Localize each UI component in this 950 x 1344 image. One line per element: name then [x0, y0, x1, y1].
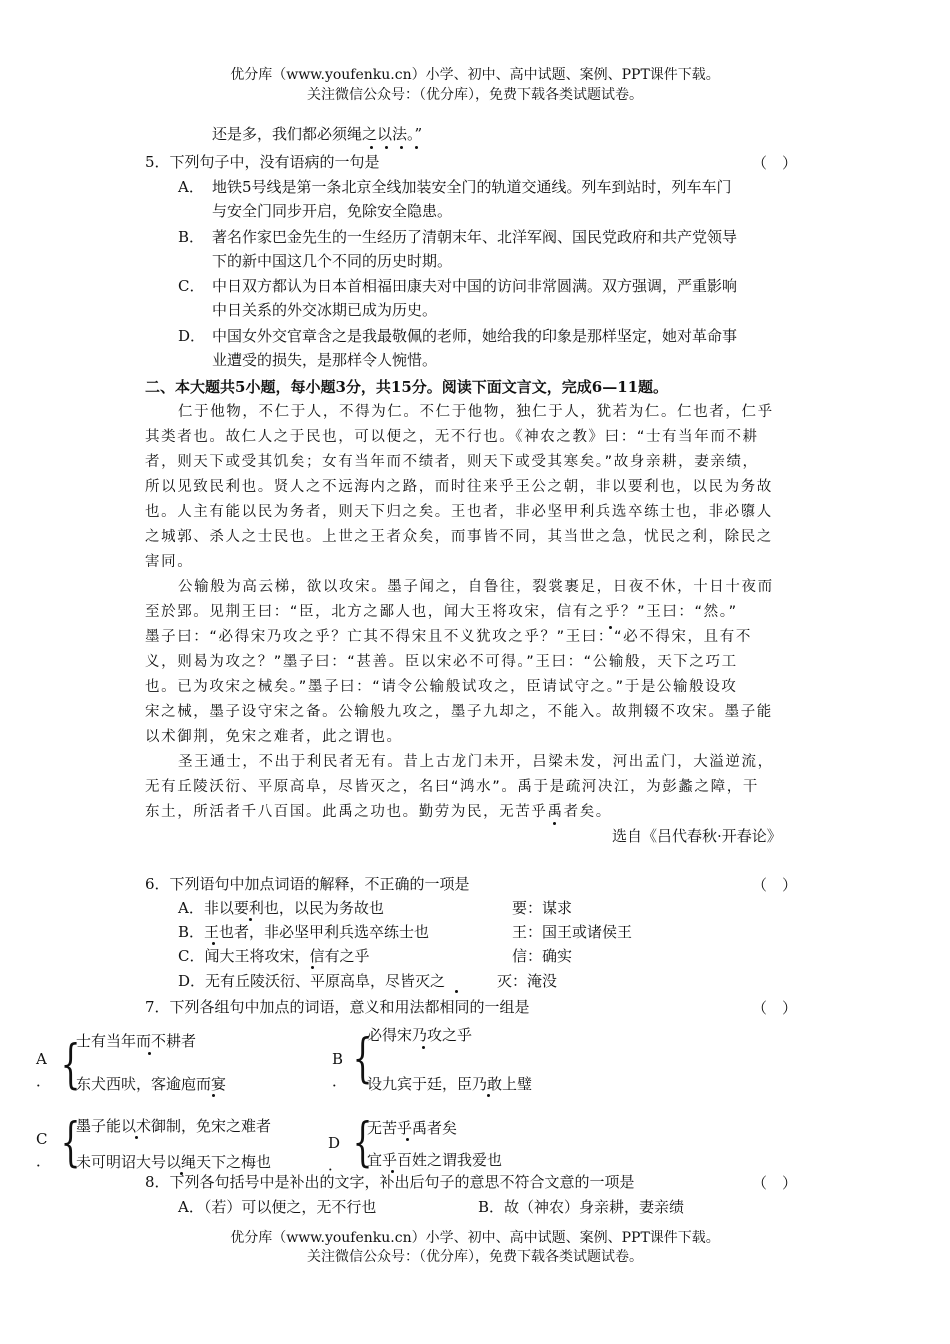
q7-group-label-mark: ． [36, 1152, 52, 1170]
emphasis-dot [249, 918, 252, 921]
q7-sentence: 必得宋乃攻之乎 [367, 1026, 473, 1044]
q7-sentence: 墨子能以术御制，免宋之难者 [76, 1117, 272, 1135]
passage-line: 所以见致民利也。贤人之不远海内之路，而时往来乎王公之朝，非以要利也，以民为务故 [145, 479, 773, 495]
q6-answer-paren: （ ） [752, 876, 798, 894]
passage-line: 其类者也。故仁人之于民也，可以便之，无不行也。《神农之教》曰：“士有当年而不耕 [145, 429, 759, 445]
q7-sentence: 士有当年而不耕者 [76, 1032, 197, 1050]
brace-glyph: { [60, 1113, 81, 1173]
q7-group-label: C [36, 1130, 48, 1148]
q5-stem: 5．下列句子中，没有语病的一句是 [145, 153, 380, 171]
emphasis-dot [553, 822, 556, 825]
q6-option: D．无有丘陵沃衍、平原高阜，尽皆灭之 [178, 972, 446, 990]
passage-line: 义，则曷为攻之？”墨子曰：“甚善。臣以宋必不可得。”王曰：“公输般，天下之巧工 [145, 654, 738, 670]
passage-line: 无有丘陵沃衍、平原高阜，尽皆灭之，名曰“鸿水”。禹于是疏河决江，为彭蠡之障，干 [145, 779, 759, 795]
passage-line: 之城郭、杀人之士民也。上世之王者众矣，而事皆不同，其当世之急，忧民之利，除民之 [145, 529, 773, 545]
q7-group-label-mark: ． [328, 1156, 344, 1174]
header-line-1: 优分库（www.youfenku.cn）小学、初中、高中试题、案例、PPT课件下载。 [230, 67, 720, 83]
emphasis-dot [370, 146, 373, 149]
q7-group-label-mark: ． [36, 1072, 52, 1090]
q7-sentence: 无苦乎禹者矣 [367, 1119, 458, 1137]
emphasis-dot [422, 1046, 425, 1049]
emphasis-dot [311, 966, 314, 969]
q8-option-a: A．（若）可以便之，无不行也 [178, 1198, 377, 1216]
passage-line: 至於郢。见荆王曰：“臣，北方之鄙人也，闻大王将攻宋，信有之乎？”王曰：“然。” [145, 604, 738, 620]
q5-option-line: 中日双方都认为日本首相福田康夫对中国的访问非常圆满。双方强调，严重影响 [212, 277, 738, 295]
passage-line: 墨子曰：“必得宋乃攻之乎？亡其不得宋且不义犹攻之乎？”王曰：“必不得宋，且有不 [145, 629, 752, 645]
q7-group-label: B [332, 1050, 344, 1068]
q6-option: A．非以要利也，以民为务故也 [178, 899, 384, 917]
q6-option-gloss: 要：谋求 [512, 899, 573, 917]
emphasis-dot [609, 626, 612, 629]
carry-over-line: 还是多，我们都必须绳之以法。” [212, 125, 423, 143]
q5-option-line: 与安全门同步开启，免除安全隐患。 [212, 202, 453, 220]
q7-sentence: 未可明诏大号以绳天下之梅也 [76, 1153, 272, 1171]
q7-group-label: A [36, 1050, 47, 1068]
emphasis-dot [148, 1052, 151, 1055]
q5-option-line: 业遭受的损失，是那样令人惋惜。 [212, 351, 438, 369]
q7-sentence: 设九宾于廷，臣乃敢上璧 [367, 1075, 533, 1093]
passage-line: 公输般为高云梯，欲以攻宋。墨子闻之，自鲁往，裂裳裹足，日夜不休，十日十夜而 [178, 579, 774, 595]
emphasis-dot [487, 1094, 490, 1097]
q6-option: C．闻大王将攻宋，信有之乎 [178, 947, 370, 965]
emphasis-dot [455, 990, 458, 993]
q5-option-label: A． [178, 178, 204, 196]
section-2-title: 二、本大题共5小题，每小题3分，共15分。阅读下面文言文，完成6—11题。 [145, 378, 669, 396]
q5-option-line: 地铁5号线是第一条北京全线加装安全门的轨道交通线。列车到站时，列车车门 [212, 178, 732, 196]
q5-option-line: 中日关系的外交冰期已成为历史。 [212, 301, 438, 319]
passage-line: 圣王通士，不出于利民者无有。昔上古龙门未开，吕梁未发，河出孟门，大溢逆流， [178, 754, 774, 770]
q6-option-gloss: 信：确实 [512, 947, 573, 965]
q7-group-label: D [328, 1134, 341, 1152]
passage-line: 宋之械，墨子设守宋之备。公输般九攻之，墨子九却之，不能入。故荆辍不攻宋。墨子能 [145, 704, 773, 720]
brace-glyph: { [60, 1035, 81, 1095]
passage-line: 也。已为攻宋之械矣。”墨子曰：“请令公输般试攻之，臣请试守之。”于是公输般设攻 [145, 679, 738, 695]
passage-line: 也。人主有能以民为务者，则天下归之矣。王也者，非必坚甲利兵选卒练士也，非必隳人 [145, 504, 773, 520]
q5-option-label: C． [178, 277, 205, 295]
emphasis-dot [212, 942, 215, 945]
emphasis-dot [400, 146, 403, 149]
q5-option-line: 著名作家巴金先生的一生经历了清朝末年、北洋军阀、国民党政府和共产党领导 [212, 228, 738, 246]
passage-line: 仁于他物，不仁于人，不得为仁。不仁于他物，独仁于人，犹若为仁。仁也者，仁乎 [178, 404, 774, 420]
q6-stem: 6．下列语句中加点词语的解释，不正确的一项是 [145, 875, 470, 893]
q7-group-label-mark: ． [332, 1072, 348, 1090]
brace-glyph: { [352, 1029, 373, 1089]
emphasis-dot [385, 146, 388, 149]
q7-sentence: 东犬西吠，客逾庖而宴 [76, 1075, 227, 1093]
q7-stem: 7．下列各组句中加点的词语，意义和用法都相同的一组是 [145, 998, 530, 1016]
passage-line: 以术御荆，免宋之难者，此之谓也。 [145, 729, 403, 745]
passage-line: 东土，所活者千八百国。此禹之功也。勤劳为民，无苦乎禹者矣。 [145, 804, 612, 820]
q5-option-line: 下的新中国这几个不同的历史时期。 [212, 252, 453, 270]
header-line-2: 关注微信公众号：（优分库），免费下载各类试题试卷。 [307, 87, 643, 103]
emphasis-dot [415, 146, 418, 149]
emphasis-dot [406, 1138, 409, 1141]
q5-option-label: B． [178, 228, 205, 246]
q5-option-label: D． [178, 327, 206, 345]
q6-option-gloss: 王：国王或诸侯王 [512, 923, 633, 941]
q8-option-b: B．故（神农）身亲耕，妻亲绩 [478, 1198, 685, 1216]
q8-stem: 8．下列各句括号中是补出的文字，补出后句子的意思不符合文意的一项是 [145, 1173, 635, 1191]
q5-answer-paren: （ ） [752, 154, 798, 172]
q6-option-gloss: 灭：淹没 [497, 972, 558, 990]
passage-line: 害同。 [145, 554, 194, 570]
q5-option-line: 中国女外交官章含之是我最敬佩的老师，她给我的印象是那样坚定，她对革命事 [212, 327, 738, 345]
q7-answer-paren: （ ） [752, 999, 798, 1017]
footer-line-1: 优分库（www.youfenku.cn）小学、初中、高中试题、案例、PPT课件下载。 [230, 1230, 720, 1246]
passage-source: 选自《吕代春秋·开春论》 [612, 827, 782, 845]
brace-glyph: { [352, 1113, 373, 1173]
q8-answer-paren: （ ） [752, 1174, 798, 1192]
emphasis-dot [135, 1136, 138, 1139]
footer-line-2: 关注微信公众号：（优分库），免费下载各类试题试卷。 [307, 1249, 643, 1265]
q6-option: B．王也者，非必坚甲利兵选卒练士也 [178, 923, 430, 941]
emphasis-dot [212, 1094, 215, 1097]
passage-line: 者，则天下或受其饥矣；女有当年而不绩者，则天下或受其寒矣。”故身亲耕，妻亲绩， [145, 454, 759, 470]
q7-sentence: 宜乎百姓之谓我爱也 [367, 1151, 503, 1169]
